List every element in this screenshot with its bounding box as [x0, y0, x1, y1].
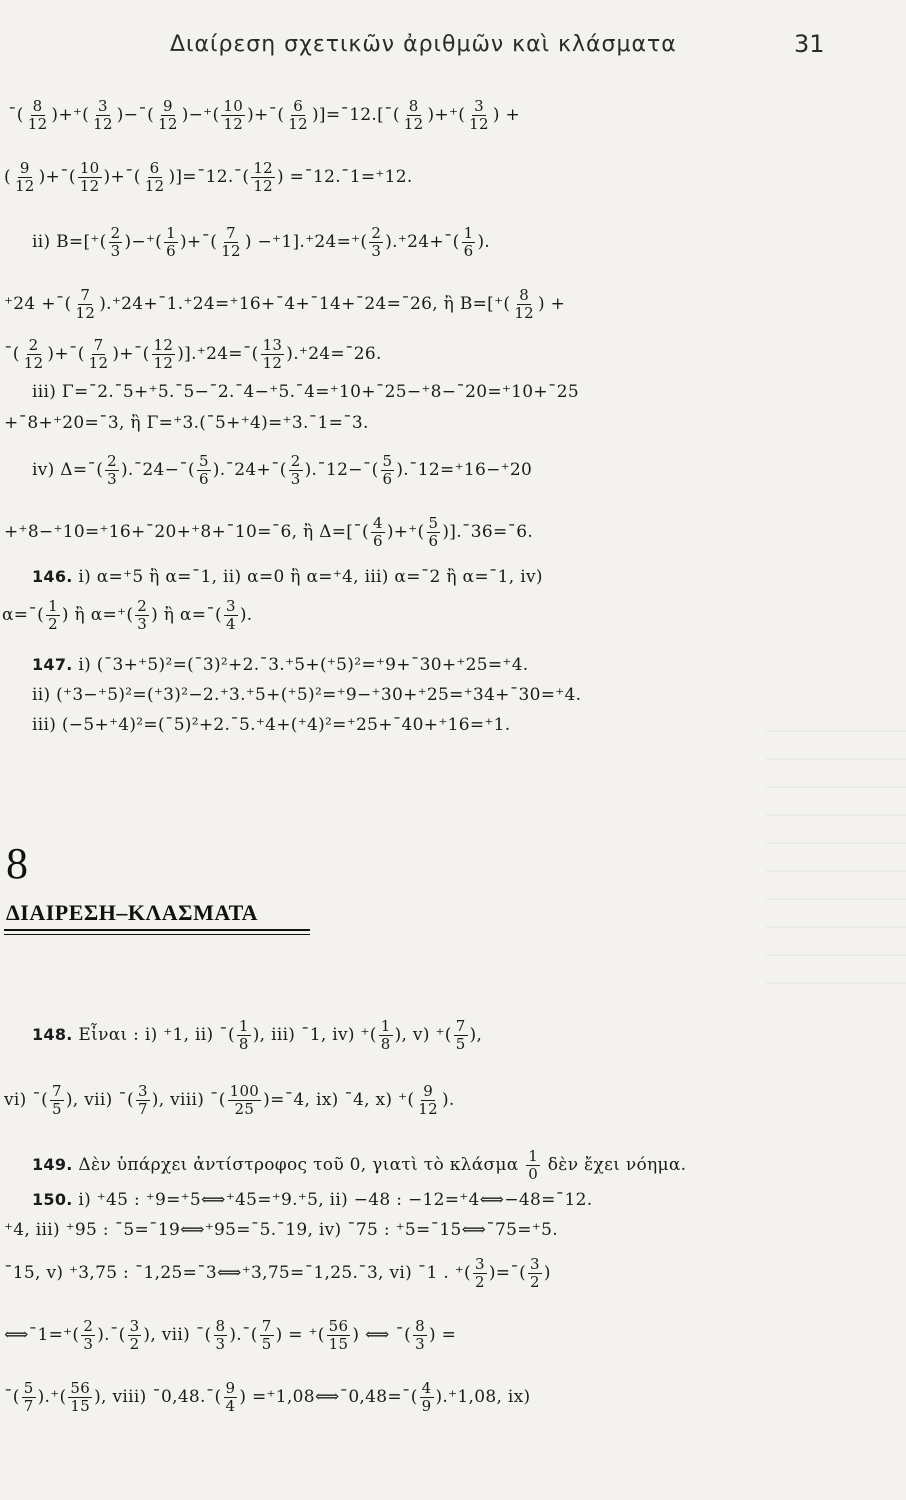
- math-text: )−¯(: [116, 105, 155, 125]
- fraction-numerator: 7: [261, 1318, 272, 1335]
- fraction: [78, 160, 102, 195]
- fraction: [454, 1018, 468, 1053]
- fraction-numerator: 3: [474, 1256, 485, 1273]
- fraction-denominator: 12: [262, 354, 283, 372]
- fraction-numerator: 1: [238, 1018, 249, 1035]
- math-text: )−⁺(: [124, 232, 163, 252]
- math-text: )+⁺(: [386, 522, 425, 542]
- fraction: [105, 453, 119, 488]
- fraction: [50, 1083, 64, 1118]
- fraction: [289, 453, 303, 488]
- fraction-denominator: 3: [137, 615, 148, 633]
- fraction-numerator: 8: [408, 98, 419, 115]
- fraction-numerator: 2: [290, 453, 301, 470]
- text-line: [32, 1148, 906, 1183]
- math-text: ).¯24+¯(: [212, 460, 287, 480]
- fraction-numerator: 4: [421, 1380, 432, 1397]
- fraction-numerator: 3: [474, 98, 484, 115]
- math-text: ¯15, v) ⁺3,75 : ¯1,25=¯3⟺⁺3,75=¯1,25.¯3, vi) ¯1 . ⁺(: [4, 1263, 471, 1283]
- math-text: ) ἢ α=¯(: [151, 605, 222, 625]
- text-line: [32, 1190, 906, 1210]
- math-text: ¯(: [4, 344, 20, 364]
- math-text: Εἶναι : i) ⁺1, ii) ¯(: [72, 1025, 235, 1045]
- text-line: [32, 655, 906, 675]
- fraction: [152, 337, 176, 372]
- math-text: ii) B=[⁺(: [32, 232, 107, 252]
- text-line: [32, 453, 906, 488]
- math-text: ).: [239, 605, 253, 625]
- bleed-through-shadow: [766, 730, 906, 990]
- fraction: [219, 225, 243, 260]
- math-text: ) =⁺1,08⟺¯0,48=¯(: [239, 1387, 418, 1407]
- fraction-numerator: 8: [215, 1318, 226, 1335]
- math-text: iii) Γ=¯2.¯5+⁺5.¯5−¯2.¯4−⁺5.¯4=⁺10+¯25−⁺8−¯20=⁺10+¯25: [32, 382, 579, 402]
- math-text: ) = ⁺(: [275, 1325, 325, 1345]
- fraction-denominator: 2: [474, 1273, 485, 1291]
- math-text: ): [543, 1263, 551, 1283]
- math-text: )].⁺24=¯(: [177, 344, 259, 364]
- fraction-numerator: 2: [28, 337, 39, 354]
- fraction-denominator: 12: [221, 242, 241, 260]
- fraction: [427, 515, 441, 550]
- fraction: [214, 1318, 228, 1353]
- math-text: iv) Δ=¯(: [32, 460, 104, 480]
- math-text: δὲν ἔχει νόημα.: [542, 1155, 687, 1175]
- fraction-denominator: 12: [79, 177, 100, 195]
- fraction: [91, 98, 115, 133]
- math-text: α=¯(: [2, 605, 45, 625]
- fraction: [136, 1083, 150, 1118]
- fraction: [81, 1318, 95, 1353]
- fraction-denominator: 6: [198, 470, 209, 488]
- fraction-numerator: 100: [229, 1083, 260, 1100]
- fraction: [369, 225, 383, 260]
- fraction: [164, 225, 178, 260]
- fraction-denominator: 12: [88, 354, 109, 372]
- fraction-denominator: 2: [530, 1273, 540, 1291]
- fraction-denominator: 12: [223, 115, 244, 133]
- math-text: )].¯36=¯6.: [442, 522, 534, 542]
- math-text: i) ⁺45 : ⁺9=⁺5⟺⁺45=⁺9.⁺5, ii) −48 : −12=⁺4⟺−48=¯12.: [72, 1190, 593, 1210]
- math-text: )]=¯12.[¯(: [311, 105, 400, 125]
- fraction-numerator: 7: [80, 287, 91, 304]
- fraction-denominator: 2: [48, 615, 58, 633]
- fraction-numerator: 10: [79, 160, 100, 177]
- fraction-denominator: 5: [455, 1035, 466, 1053]
- fraction-denominator: 2: [129, 1335, 140, 1353]
- exercise-number: 150.: [32, 1190, 73, 1209]
- fraction-denominator: 25: [234, 1100, 255, 1118]
- math-text: ⟺¯1=⁺(: [4, 1325, 80, 1345]
- fraction-numerator: 3: [137, 1083, 148, 1100]
- fraction: [371, 515, 385, 550]
- fraction-denominator: 12: [288, 115, 308, 133]
- fraction-denominator: 12: [93, 115, 113, 133]
- fraction-denominator: 3: [290, 470, 301, 488]
- fraction: [416, 1083, 440, 1118]
- text-line: [32, 1018, 906, 1053]
- fraction: [221, 98, 245, 133]
- text-line: [4, 1083, 906, 1118]
- text-line: [32, 225, 906, 260]
- fraction-denominator: 3: [107, 470, 117, 488]
- fraction-numerator: 2: [107, 453, 117, 470]
- fraction-denominator: 6: [382, 470, 393, 488]
- fraction-numerator: 10: [223, 98, 244, 115]
- fraction: [402, 98, 426, 133]
- fraction-denominator: 8: [238, 1035, 249, 1053]
- fraction: [237, 1018, 251, 1053]
- math-text: )+¯(: [247, 105, 285, 125]
- exercise-number: 149.: [32, 1155, 73, 1174]
- math-text: ) ἢ α=⁺(: [61, 605, 134, 625]
- math-text: ), vii) ¯(: [65, 1090, 134, 1110]
- math-text: ), v) ⁺(: [394, 1025, 452, 1045]
- fraction-denominator: 12: [514, 304, 534, 322]
- text-line: [8, 98, 906, 133]
- text-line: [4, 1380, 906, 1415]
- math-text: )+¯(: [112, 344, 150, 364]
- fraction-numerator: 12: [153, 337, 174, 354]
- fraction-denominator: 8: [380, 1035, 391, 1053]
- fraction: [420, 1380, 434, 1415]
- exercise-number: 147.: [32, 655, 73, 674]
- text-line: [2, 598, 906, 633]
- fraction-numerator: 56: [328, 1318, 349, 1335]
- fraction: [22, 1380, 36, 1415]
- fraction-numerator: 3: [530, 1256, 540, 1273]
- math-text: ) +: [492, 105, 521, 125]
- fraction-numerator: 3: [129, 1318, 140, 1335]
- fraction-numerator: 7: [455, 1018, 466, 1035]
- math-text: )=¯(: [488, 1263, 527, 1283]
- exercise-number: 146.: [32, 567, 73, 586]
- math-text: vi) ¯(: [4, 1090, 49, 1110]
- fraction-denominator: 4: [225, 1397, 236, 1415]
- fraction-denominator: 7: [137, 1100, 148, 1118]
- fraction-denominator: 15: [70, 1397, 91, 1415]
- text-line: [4, 1220, 906, 1240]
- fraction-denominator: 12: [153, 354, 174, 372]
- math-text: ⁺24 +¯(: [4, 294, 72, 314]
- fraction-numerator: 5: [428, 515, 439, 532]
- fraction: [413, 1318, 427, 1353]
- fraction-numerator: 9: [225, 1380, 236, 1397]
- math-text: )+¯(: [179, 232, 218, 252]
- math-text: ) =¯12.¯1=⁺12.: [277, 167, 413, 187]
- math-text: ).¯12−¯(: [304, 460, 379, 480]
- fraction-denominator: 6: [463, 242, 474, 260]
- fraction-denominator: 12: [75, 304, 96, 322]
- math-text: ).¯(: [97, 1325, 126, 1345]
- math-text: iii) (−5+⁺4)²=(¯5)²+2.¯5.⁺4+(⁺4)²=⁺25+¯40+⁺16=⁺1.: [32, 715, 511, 735]
- fraction-numerator: 2: [83, 1318, 94, 1335]
- fraction-denominator: 9: [421, 1397, 432, 1415]
- fraction-numerator: 2: [371, 225, 382, 242]
- fraction-numerator: 7: [93, 337, 104, 354]
- fraction-denominator: 7: [23, 1397, 34, 1415]
- fraction-numerator: 5: [23, 1380, 34, 1397]
- fraction-numerator: 5: [198, 453, 209, 470]
- math-text: ).⁺24+¯(: [385, 232, 460, 252]
- math-text: ¯(: [8, 105, 24, 125]
- fraction: [87, 337, 111, 372]
- fraction: [512, 287, 536, 322]
- fraction: [197, 453, 211, 488]
- math-text: (: [4, 167, 11, 187]
- math-text: ).: [477, 232, 491, 252]
- fraction-denominator: 12: [23, 354, 44, 372]
- fraction: [156, 98, 180, 133]
- fraction-denominator: 12: [403, 115, 424, 133]
- fraction: [143, 160, 167, 195]
- math-text: +⁺8−⁺10=⁺16+¯20+⁺8+¯10=¯6, ἢ Δ=[¯(: [4, 522, 369, 542]
- fraction: [381, 453, 395, 488]
- fraction: [224, 598, 238, 633]
- math-text: i) (¯3+⁺5)²=(¯3)²+2.¯3.⁺5+(⁺5)²=⁺9+¯30+⁺25=⁺4.: [72, 655, 529, 675]
- fraction: [379, 1018, 393, 1053]
- fraction-numerator: 3: [98, 98, 108, 115]
- fraction-denominator: 12: [158, 115, 178, 133]
- fraction-numerator: 6: [293, 98, 304, 115]
- fraction: [261, 337, 285, 372]
- fraction-numerator: 8: [32, 98, 43, 115]
- fraction: [462, 225, 476, 260]
- math-text: ) ⟺ ¯(: [352, 1325, 412, 1345]
- math-text: )]=¯12.¯(: [168, 167, 250, 187]
- math-text: ) +: [538, 294, 566, 314]
- math-text: ¯(: [4, 1387, 20, 1407]
- math-text: Δὲν ὑπάρχει ἀντίστροφος τοῦ 0, γιατὶ τὸ κλάσμα: [72, 1155, 525, 1175]
- chapter-title-rule-thin: [4, 934, 310, 935]
- exercise-number: 148.: [32, 1025, 73, 1044]
- fraction: [68, 1380, 92, 1415]
- fraction: [46, 598, 60, 633]
- fraction: [473, 1256, 487, 1291]
- fraction: [228, 1083, 262, 1118]
- fraction-numerator: 1: [48, 598, 58, 615]
- math-text: i) α=⁺5 ἢ α=¯1, ii) α=0 ἢ α=⁺4, iii) α=¯2 ἢ α=¯1, iv): [72, 567, 543, 587]
- fraction-denominator: 12: [144, 177, 165, 195]
- math-text: ii) (⁺3−⁺5)²=(⁺3)²−2.⁺3.⁺5+(⁺5)²=⁺9−⁺30+⁺25=⁺34+¯30=⁺4.: [32, 685, 582, 705]
- math-text: ⁺4, iii) ⁺95 : ¯5=¯19⟺⁺95=¯5.¯19, iv) ¯75 : ⁺5=¯15⟺¯75=⁺5.: [4, 1220, 558, 1240]
- math-text: ).⁺24=¯26.: [286, 344, 382, 364]
- text-line: [4, 1318, 906, 1353]
- math-text: ) −⁺1].⁺24=⁺(: [244, 232, 368, 252]
- fraction-denominator: 3: [83, 1335, 94, 1353]
- text-line: [4, 160, 906, 195]
- chapter-title: ΔΙΑΙΡΕΣΗ–ΚΛΑΣΜΑΤΑ: [6, 900, 259, 925]
- math-text: )+¯(: [103, 167, 141, 187]
- math-text: ), viii) ¯(: [151, 1090, 226, 1110]
- math-text: )+⁺(: [51, 105, 90, 125]
- math-text: ), viii) ¯0,48.¯(: [94, 1387, 222, 1407]
- fraction: [13, 160, 37, 195]
- fraction-denominator: 5: [52, 1100, 62, 1118]
- fraction: [528, 1256, 542, 1291]
- fraction-denominator: 3: [215, 1335, 226, 1353]
- fraction: [327, 1318, 351, 1353]
- math-text: ), vii) ¯(: [143, 1325, 212, 1345]
- fraction: [74, 287, 98, 322]
- fraction-numerator: 3: [226, 598, 236, 615]
- text-line: [32, 382, 906, 402]
- fraction-numerator: 4: [372, 515, 383, 532]
- math-text: ) =: [428, 1325, 457, 1345]
- fraction-denominator: 4: [226, 615, 236, 633]
- chapter-number: 8: [6, 839, 28, 888]
- page-number: 31: [794, 30, 825, 58]
- fraction: [135, 598, 149, 633]
- text-line: [4, 1256, 906, 1291]
- math-text: )+¯(: [47, 344, 85, 364]
- text-line: [4, 337, 906, 372]
- fraction-denominator: 3: [415, 1335, 425, 1353]
- math-text: )+⁺(: [427, 105, 466, 125]
- fraction-denominator: 12: [418, 1100, 438, 1118]
- text-line: [4, 287, 906, 322]
- math-text: +¯8+⁺20=¯3, ἢ Γ=⁺3.(¯5+⁺4)=⁺3.¯1=¯3.: [4, 413, 369, 433]
- fraction: [251, 160, 275, 195]
- fraction-numerator: 7: [226, 225, 236, 242]
- math-text: ).¯12=⁺16−⁺20: [396, 460, 533, 480]
- fraction-numerator: 9: [162, 98, 173, 115]
- fraction-denominator: 12: [27, 115, 48, 133]
- fraction-numerator: 1: [380, 1018, 391, 1035]
- math-text: ).⁺(: [37, 1387, 67, 1407]
- math-text: ).¯24−¯(: [120, 460, 195, 480]
- fraction: [224, 1380, 238, 1415]
- fraction: [22, 337, 46, 372]
- fraction-numerator: 8: [519, 287, 530, 304]
- fraction-denominator: 12: [14, 177, 35, 195]
- text-line: [4, 515, 906, 550]
- text-line: [4, 413, 906, 433]
- fraction-numerator: 8: [415, 1318, 425, 1335]
- text-line: [32, 715, 906, 735]
- fraction-denominator: 0: [528, 1165, 539, 1183]
- fraction-numerator: 56: [70, 1380, 91, 1397]
- fraction: [526, 1148, 540, 1183]
- math-text: ), iii) ¯1, iv) ⁺(: [252, 1025, 377, 1045]
- fraction-denominator: 15: [328, 1335, 349, 1353]
- page-header: [0, 30, 906, 62]
- fraction: [26, 98, 50, 133]
- fraction: [467, 98, 491, 133]
- fraction-denominator: 3: [110, 242, 121, 260]
- fraction-numerator: 5: [382, 453, 393, 470]
- fraction-denominator: 5: [261, 1335, 272, 1353]
- fraction-numerator: 12: [253, 160, 274, 177]
- fraction-numerator: 1: [528, 1148, 539, 1165]
- fraction: [128, 1318, 142, 1353]
- fraction-denominator: 6: [428, 532, 439, 550]
- running-title: Διαίρεση σχετικῶν ἀριθμῶν καὶ κλάσματα: [170, 32, 677, 57]
- fraction-numerator: 6: [149, 160, 160, 177]
- math-text: ).⁺1,08, ix): [435, 1387, 531, 1407]
- text-line: [32, 685, 906, 705]
- fraction: [109, 225, 123, 260]
- fraction-denominator: 12: [253, 177, 274, 195]
- fraction-denominator: 6: [166, 242, 176, 260]
- fraction-denominator: 3: [371, 242, 382, 260]
- math-text: )−⁺(: [181, 105, 220, 125]
- fraction-numerator: 2: [110, 225, 121, 242]
- fraction: [260, 1318, 274, 1353]
- fraction-numerator: 9: [423, 1083, 434, 1100]
- fraction-numerator: 9: [19, 160, 30, 177]
- math-text: )=¯4, ix) ¯4, x) ⁺(: [263, 1090, 415, 1110]
- fraction-numerator: 1: [166, 225, 176, 242]
- math-text: ).¯(: [229, 1325, 258, 1345]
- fraction-numerator: 7: [52, 1083, 62, 1100]
- fraction-numerator: 1: [463, 225, 474, 242]
- fraction-denominator: 6: [372, 532, 383, 550]
- chapter-title-rule: [4, 929, 310, 931]
- math-text: )+¯(: [38, 167, 76, 187]
- text-line: [32, 567, 906, 587]
- fraction: [286, 98, 310, 133]
- math-text: ),: [469, 1025, 483, 1045]
- fraction-numerator: 2: [137, 598, 148, 615]
- math-text: ).⁺24+¯1.⁺24=⁺16+¯4+¯14+¯24=¯26, ἢ B=[⁺(: [99, 294, 511, 314]
- fraction-denominator: 12: [469, 115, 489, 133]
- math-text: ).: [441, 1090, 455, 1110]
- fraction-numerator: 13: [262, 337, 283, 354]
